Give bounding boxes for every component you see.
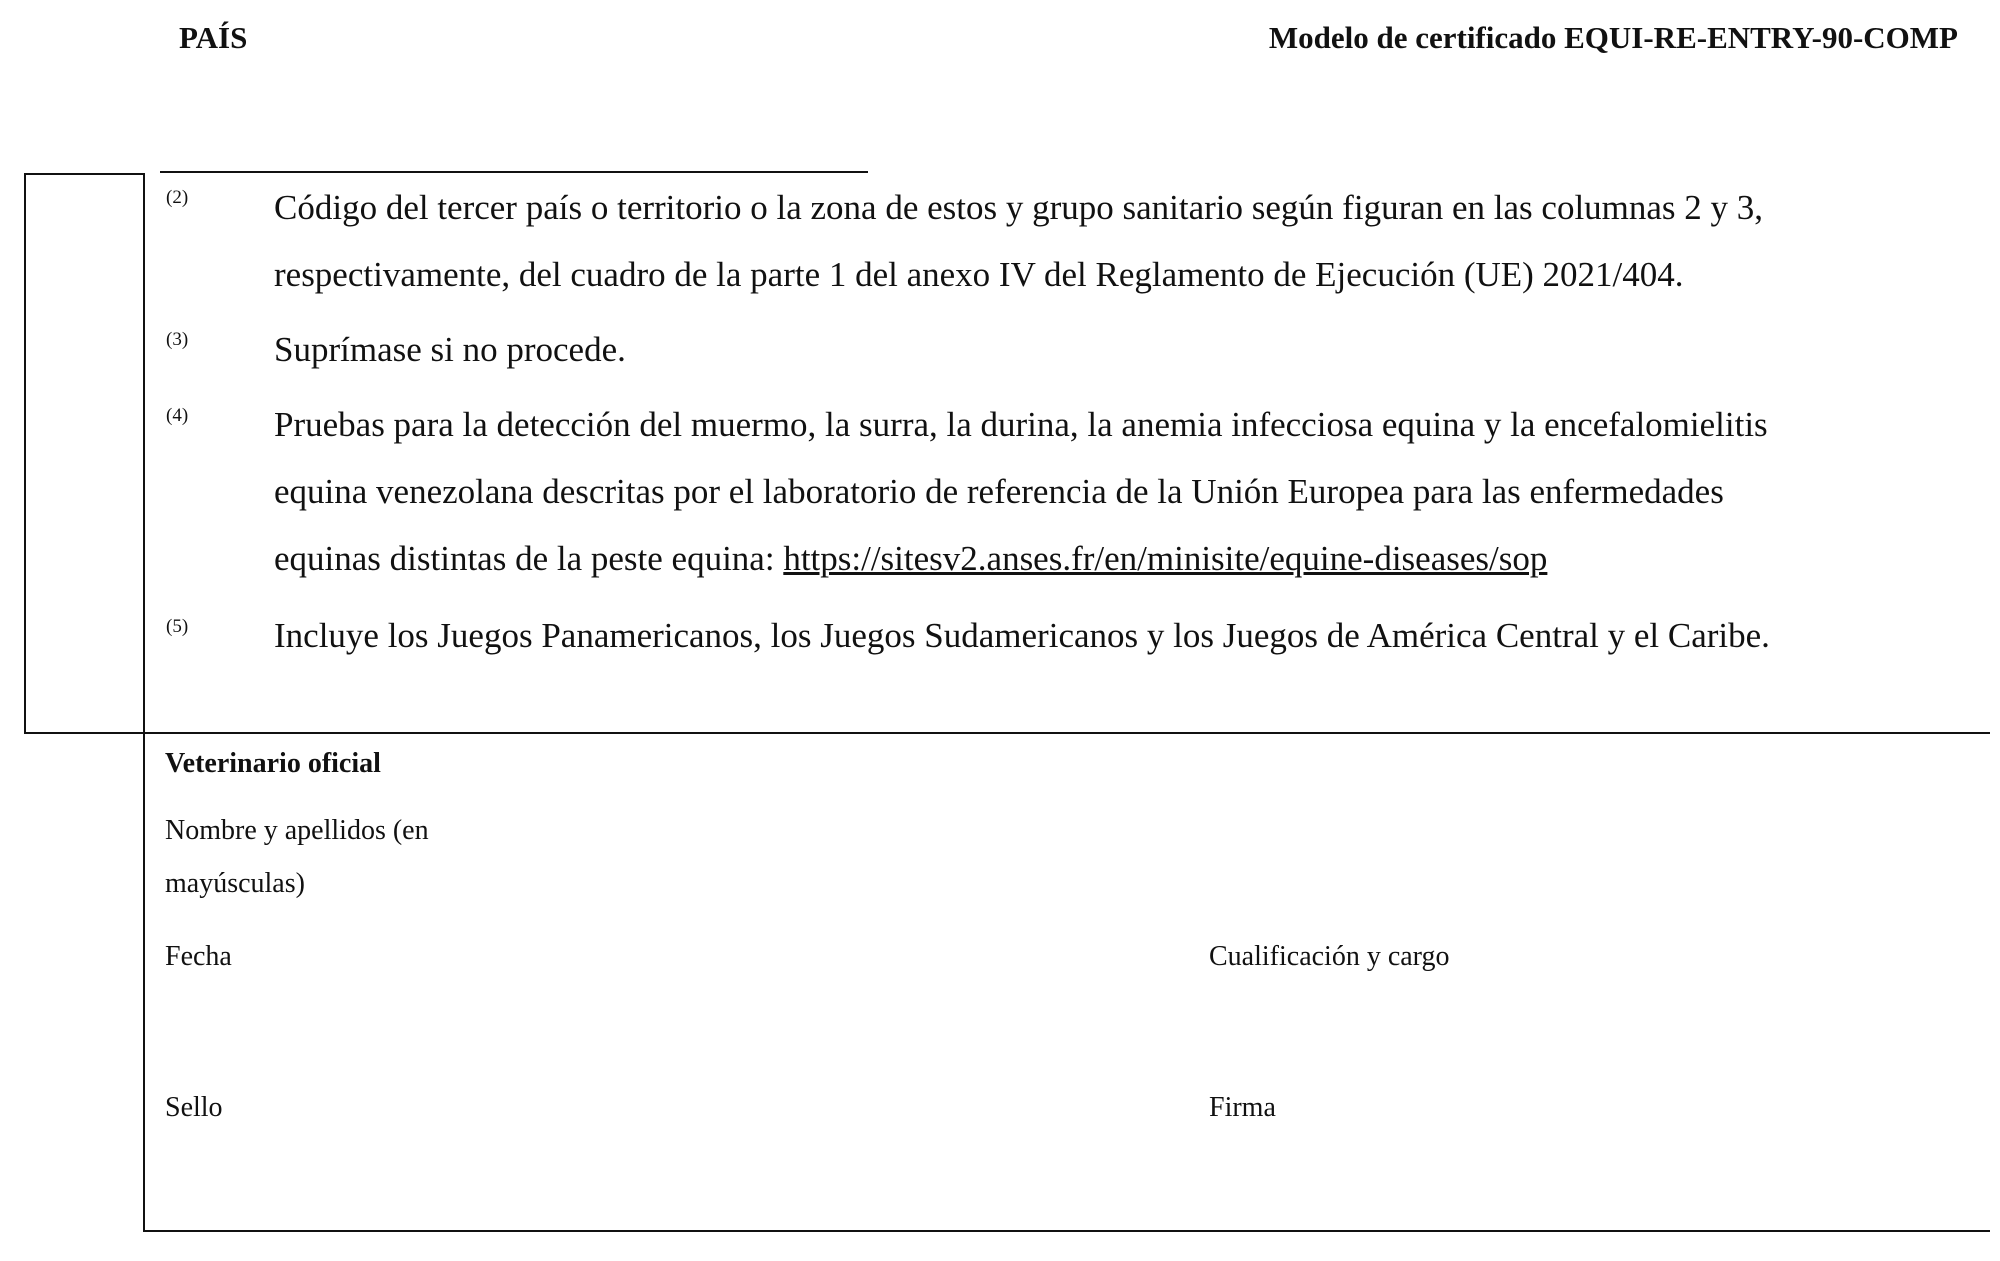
footnote-number: (5) xyxy=(166,616,189,637)
name-label-line: Nombre y apellidos (en xyxy=(165,815,429,846)
footnote-line: respectivamente, del cuadro de la parte 1 del anexo IV del Reglamento de Ejecución (UE) 2021/404. xyxy=(274,255,1684,294)
signature-label: Firma xyxy=(1209,1092,1276,1123)
header-certificate-model: Modelo de certificado EQUI-RE-ENTRY-90-COMP xyxy=(1268,20,1958,55)
footnote-line: Código del tercer país o territorio o la zona de estos y grupo sanitario según figuran en las columnas 2 y 3, xyxy=(274,188,1764,227)
footnote-number: (3) xyxy=(166,329,189,350)
date-label: Fecha xyxy=(165,941,232,972)
footnote-line-prefix: equinas distintas de la peste equina: xyxy=(274,539,784,578)
footnote-text xyxy=(274,391,1954,592)
header-country: PAÍS xyxy=(179,20,248,55)
footnote-number: (2) xyxy=(166,187,189,208)
stamp-label: Sello xyxy=(165,1092,223,1123)
footnote-line-with-link xyxy=(274,525,1954,592)
footnote-text xyxy=(274,316,1954,383)
notes-box-top-border xyxy=(24,173,144,175)
equine-diseases-link[interactable]: https://sitesv2.anses.fr/en/minisite/equine-diseases/sop xyxy=(783,539,1548,578)
notes-box-bottom-border xyxy=(24,732,1990,734)
qualification-label: Cualificación y cargo xyxy=(1209,941,1450,972)
footnote-line: Incluye los Juegos Panamericanos, los Juegos Sudamericanos y los Juegos de América Central y el Caribe. xyxy=(274,616,1770,655)
footnote-line: Suprímase si no procede. xyxy=(274,330,626,369)
footnote-line: Pruebas para la detección del muermo, la surra, la durina, la anemia infecciosa equina y la encefalomielitis xyxy=(274,405,1768,444)
footnote-text xyxy=(274,174,1954,308)
inner-vertical-border xyxy=(143,173,145,1232)
signature-box-bottom-border xyxy=(143,1230,1990,1232)
official-vet-title: Veterinario oficial xyxy=(165,748,381,779)
notes-box-left-border xyxy=(24,173,26,733)
footnote-number: (4) xyxy=(166,405,189,426)
name-label-line: mayúsculas) xyxy=(165,868,305,899)
name-label xyxy=(165,804,429,910)
footnote-separator xyxy=(160,171,868,173)
footnote-text xyxy=(274,602,1954,669)
footnote-line: equina venezolana descritas por el laboratorio de referencia de la Unión Europea para las enfermedades xyxy=(274,472,1724,511)
